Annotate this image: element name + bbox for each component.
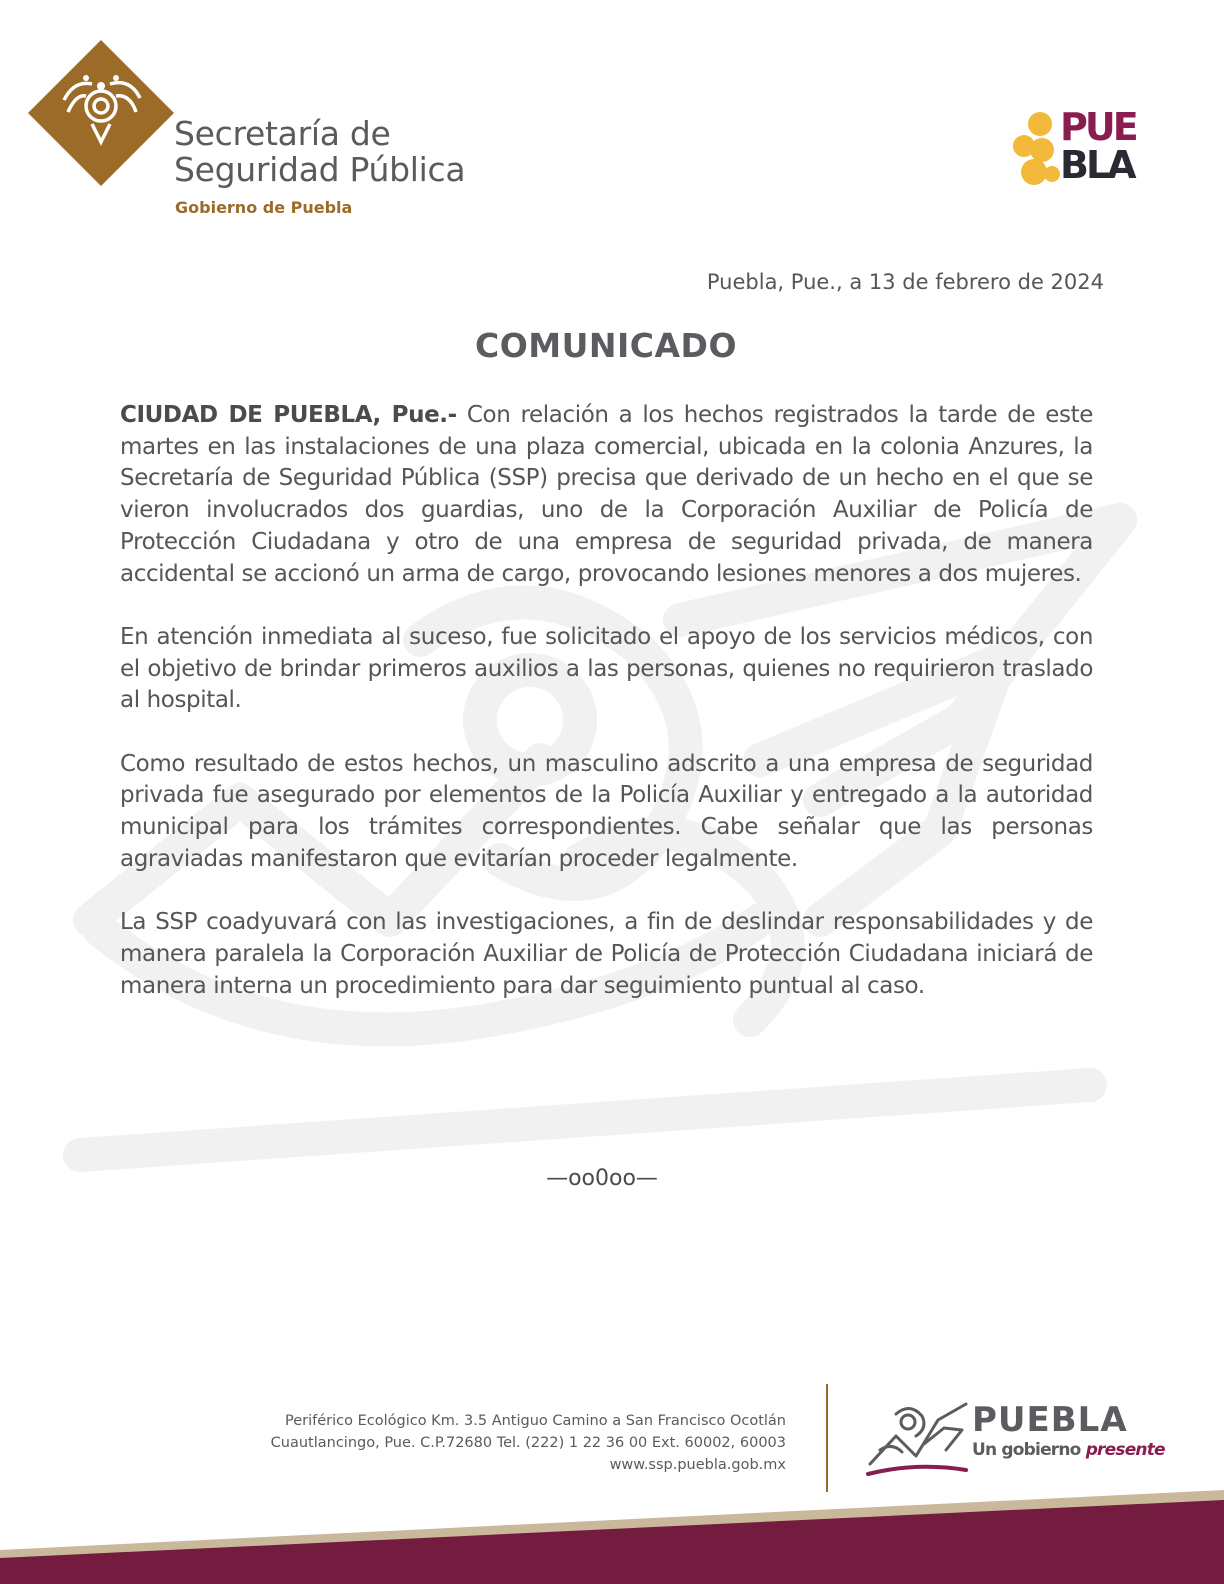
footer-divider xyxy=(826,1384,828,1492)
bottom-band xyxy=(0,1490,1224,1584)
paragraph-1-text: Con relación a los hechos registrados la tarde de este martes en las instalaciones de una plaza comercial, ubicada en la colonia Anzures, la Secretaría de Seguridad Pública (SSP) precisa que derivado de un hecho en el que se vieron involucrados dos guardias, uno de la Corporación Auxiliar de Policía de Protección Ciudadana y otro de una empresa de seguridad privada, de manera accidental se accionó un arma de cargo, provocando lesiones menores a dos mujeres. xyxy=(120,402,1093,587)
closing-mark: —oo0oo— xyxy=(546,1166,658,1191)
paragraph-2: En atención inmediata al suceso, fue solicitado el apoyo de los servicios médicos, con el objetivo de brindar primeros auxilios a las personas, quienes no requirieron traslado al hospital. xyxy=(120,623,1093,714)
footer-address xyxy=(271,1410,786,1476)
paragraph-4: La SSP coadyuvará con las investigaciones, a fin de deslindar responsabilidades y de manera paralela la Corporación Auxiliar de Policía de Protección Ciudadana iniciará de manera interna un procedimiento para dar seguimiento puntual al caso. xyxy=(120,909,1093,999)
document-body xyxy=(120,400,1093,1034)
footer-slogan-main: Un gobierno xyxy=(972,1440,1086,1460)
document-date: Puebla, Pue., a 13 de febrero de 2024 xyxy=(706,270,1104,294)
footer-logo-word: PUEBLA xyxy=(972,1400,1128,1440)
website-link[interactable]: www.ssp.puebla.gob.mx xyxy=(609,1457,786,1473)
paragraph-3: Como resultado de estos hechos, un masculino adscrito a una empresa de seguridad privada fue asegurado por elementos de la Policía Auxiliar y entregado a la autoridad municipal para los trámites correspondientes. Cabe señalar que las personas agraviadas manifestaron que evitarían proceder legalmente. xyxy=(120,750,1093,872)
footer-slogan xyxy=(972,1440,1165,1460)
ssp-government-label: Gobierno de Puebla xyxy=(175,198,353,217)
paragraph-1 xyxy=(120,400,1093,590)
puebla-flower-icon xyxy=(1012,110,1060,188)
puebla-logo xyxy=(1012,106,1152,190)
puebla-logo-top: PUE xyxy=(1060,105,1136,149)
ssp-name-line1: Secretaría de xyxy=(174,114,391,153)
ssp-emblem-icon xyxy=(26,38,176,188)
ssp-name-line2: Seguridad Pública xyxy=(174,150,466,189)
footer-slogan-accent: presente xyxy=(1085,1440,1165,1460)
puebla-logo-bottom: BLA xyxy=(1060,143,1134,187)
footer-puebla-logo xyxy=(866,1400,1165,1476)
ssp-name xyxy=(174,116,465,188)
puebla-glyph-icon xyxy=(866,1400,970,1476)
address-line-1: Periférico Ecológico Km. 3.5 Antiguo Camino a San Francisco Ocotlán xyxy=(284,1413,786,1429)
address-line-2: Cuautlancingo, Pue. C.P.72680 Tel. (222) 1 22 36 00 Ext. 60002, 60003 xyxy=(270,1435,786,1451)
page-title: COMUNICADO xyxy=(474,326,737,365)
dateline: CIUDAD DE PUEBLA, Pue.- xyxy=(120,402,457,428)
